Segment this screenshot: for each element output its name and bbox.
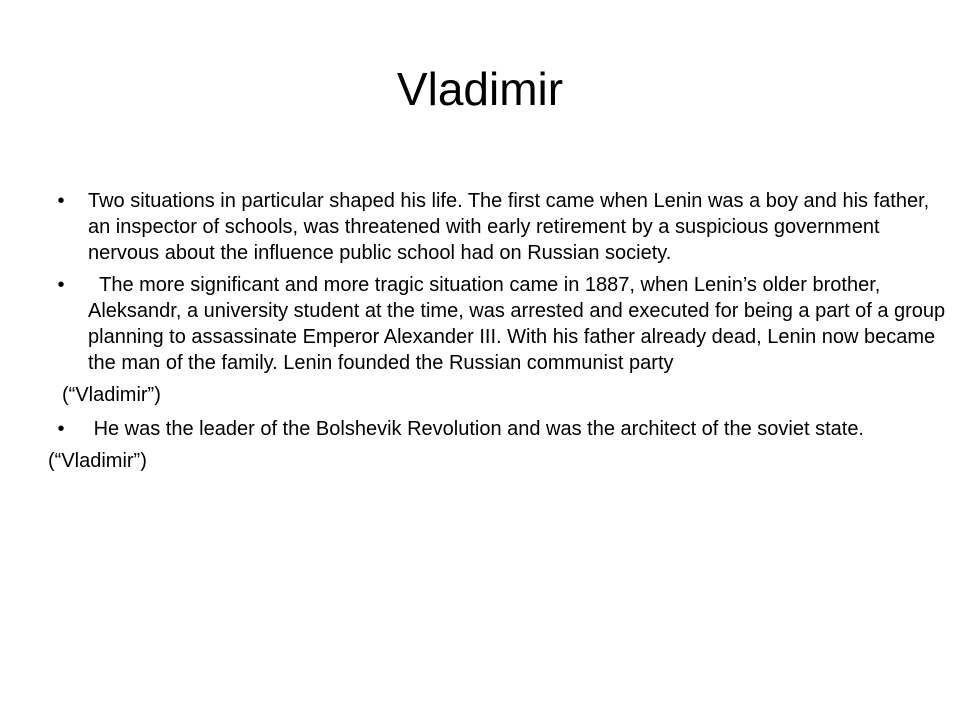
bullet-marker-icon: •: [57, 274, 65, 296]
bullet-marker-icon: •: [57, 190, 65, 212]
citation: (“Vladimir”): [48, 450, 147, 472]
bullet-item: [48, 416, 953, 442]
bullet-text: Two situations in particular shaped his life. The first came when Lenin was a boy and his father, an inspector of schools, was threatened with early retirement by a suspicious government nervous about the influence public school had on Russian society.: [88, 190, 935, 264]
slide-body: [48, 188, 953, 482]
citation: (“Vladimir”): [62, 384, 161, 406]
bullet-item: [48, 188, 953, 266]
bullet-text: The more significant and more tragic situation came in 1887, when Lenin’s older brother, Aleksandr, a university student at the time, was arrested and executed for being a part of a group planning to assassinate Emperor Alexander III. With his father already dead, Lenin now became the man of the family. Lenin founded the Russian communist party: [88, 274, 951, 374]
slide-title: Vladimir: [396, 63, 564, 115]
bullet-text: He was the leader of the Bolshevik Revolution and was the architect of the soviet state.: [88, 418, 864, 440]
bullet-marker-icon: •: [57, 418, 65, 440]
bullet-item: [48, 272, 953, 376]
